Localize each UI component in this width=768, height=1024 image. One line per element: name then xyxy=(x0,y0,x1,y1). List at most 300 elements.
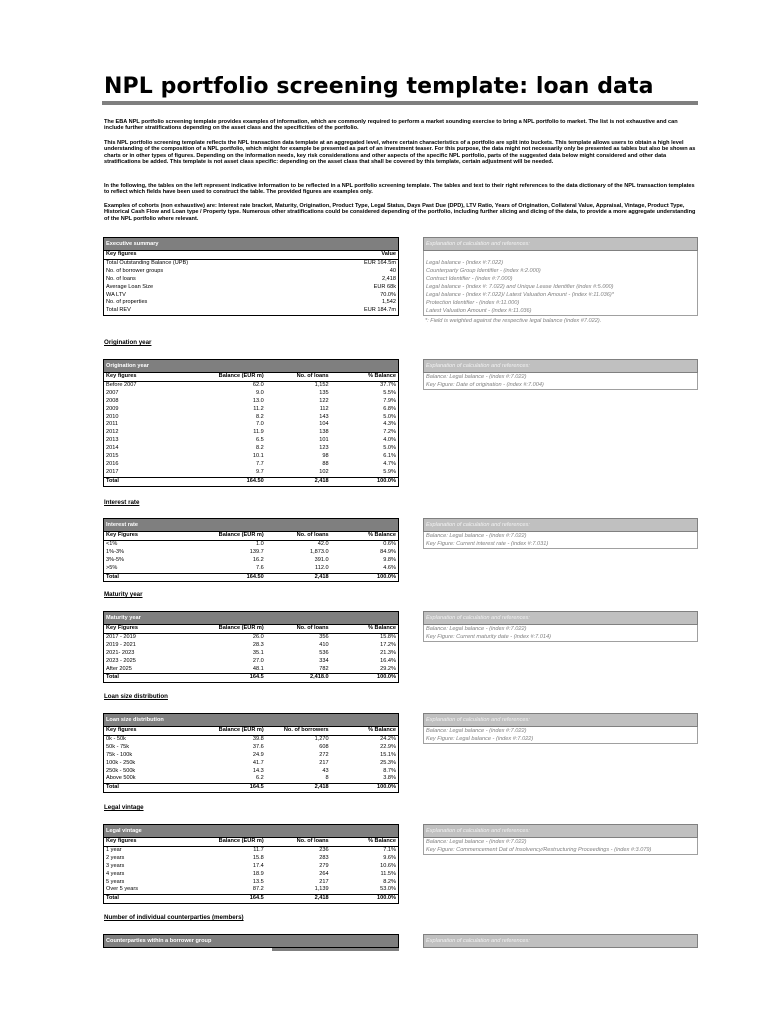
table-cell: No. of loans xyxy=(266,625,331,634)
table-cell: No. of loans xyxy=(266,838,331,847)
executive-summary-table xyxy=(103,237,399,316)
explanation-line: Balance: Legal balance - (index #:7.022) xyxy=(426,374,527,380)
table-row xyxy=(104,406,399,414)
intro-paragraph-4: Examples of cohorts (non exhaustive) are: Interest rate bracket, Maturity, Origination, Product Type, Legal Status, Days Past Due (DPD), LTV Ratio, Years of Origination, Collateral Value, Appraisal, Vintage, Product Type, Historical Cash Flow and Loan type / Property type. Numerous other stratifications could be considered depending of the portfolio, including further slicing and dicing of the data, to provide a more aggregate understanding of the NPL portfolio where relevant. xyxy=(104,203,696,222)
explanation-line: Balance: Legal balance - (index #:7.022) xyxy=(426,533,527,539)
table-cell: 15.8% xyxy=(380,633,396,640)
total-row xyxy=(104,784,399,793)
intro-paragraph-3: In the following, the tables on the left represent indicative information to be reflected in a NPL portfolio screening template. The tables and text to their right references to the data dictionary of the NPL transaction templates to reflect which fields have been used to construct the table. The provided figures are examples only. xyxy=(104,183,695,196)
table-cell: 24.9 xyxy=(252,751,264,758)
table-cell: 8.2% xyxy=(383,878,396,885)
table-row xyxy=(104,871,399,879)
table-cell: 138 xyxy=(319,429,329,436)
explanation-line: Legal balance - (index #: 7.022) and Unique Lease Identifier (index #:5.000) xyxy=(426,284,614,290)
legal-vintage-table xyxy=(103,824,399,904)
table-cell: 70.0% xyxy=(380,291,396,298)
table-cell: % Balance xyxy=(331,625,399,634)
table-row xyxy=(104,714,399,727)
intro-paragraph-2: This NPL portfolio screening template reflects the NPL transaction data template at an aggregated level, where certain characteristics of a portfolio are split into buckets. This template allows users to obtain a high level understanding of the composition of a NPL portfolio, which might for example be presented as part of an investment teaser. For this purpose, the data might not necessarily only be presented as tables but also be shown as charts or in other types of figures. Depending on the information needs, key risk considerations and other aspects of the specific NPL portfolio, parts of the suggested data below might considered and other data stratifications be added. This template is not asset class specific: depending on the asset class that shall be covered by this template, certain adjustment will be needed. xyxy=(104,140,696,166)
table-cell: Balance (EUR m) xyxy=(192,532,266,541)
table-cell: 334 xyxy=(319,657,329,664)
explanation-line: Key Figure: Current interest rate - (index #:7.031) xyxy=(426,541,549,547)
table-cell: <1% xyxy=(106,540,118,547)
table-cell: 2016 xyxy=(106,460,119,467)
table-cell: Over 5 years xyxy=(106,886,139,893)
interest-rate-table xyxy=(103,518,399,582)
table-cell: 5.5% xyxy=(383,389,396,396)
table-cell: 25.3% xyxy=(380,759,396,766)
table-cell: No. of borrower groups xyxy=(106,267,164,274)
table-cell: 1,873.0 xyxy=(309,548,329,555)
table-cell: Before 2007 xyxy=(106,381,137,388)
section-link-interest-rate[interactable]: Interest rate xyxy=(104,499,140,506)
table-cell: 2 years xyxy=(106,854,125,861)
table-row xyxy=(104,469,399,477)
total-row xyxy=(104,573,399,582)
table-cell: 8.7% xyxy=(383,767,396,774)
table-cell: 164.5 xyxy=(192,895,266,904)
table-row xyxy=(104,421,399,429)
table-cell: 5.0% xyxy=(383,413,396,420)
table-cell: 272 xyxy=(319,751,329,758)
table-cell: 26.0 xyxy=(252,633,264,640)
table-cell: Total xyxy=(104,477,193,486)
footnote: *: Field is weighted against the respective legal balance (index #7.022). xyxy=(425,318,602,324)
table-cell: 15.8 xyxy=(252,854,264,861)
table-cell: 0.6% xyxy=(383,540,396,547)
table-cell: 9.6% xyxy=(383,854,396,861)
explanation-line: Key Figure: Date of origination - (index #:7.004) xyxy=(426,382,544,388)
explanation-line: Legal balance - (index #:7.022)/ Latest Valuation Amount - (index #:11.036)* xyxy=(426,292,614,298)
table-cell: EUR 164.5m xyxy=(363,259,396,266)
explanation-line xyxy=(424,251,697,259)
table-cell: EUR 184.7m xyxy=(363,307,396,314)
table-cell: 2009 xyxy=(106,405,119,412)
table-cell: Key Figures xyxy=(104,625,193,634)
table-cell: 22.9% xyxy=(380,743,396,750)
column-header: Value xyxy=(275,251,399,260)
table-cell: Total Outstanding Balance (UPB) xyxy=(106,259,189,266)
table-cell: 2010 xyxy=(106,413,119,420)
table-row xyxy=(104,886,399,894)
table-cell: 122 xyxy=(319,397,329,404)
table-cell: Balance (EUR m) xyxy=(192,727,266,736)
table-cell: 15.1% xyxy=(380,751,396,758)
explanation-header: Explanation of calculation and references: xyxy=(423,359,698,373)
table-cell: 17.4 xyxy=(252,862,264,869)
explanation-header: Explanation of calculation and references: xyxy=(423,518,698,532)
explanation-body xyxy=(423,251,698,316)
table-cell: 62.0 xyxy=(252,381,264,388)
table-cell: 4.6% xyxy=(383,564,396,571)
table-cell: 29.2% xyxy=(380,665,396,672)
table-row xyxy=(104,666,399,674)
table-cell: No. of borrowers xyxy=(266,727,331,736)
table-cell: 8.2 xyxy=(255,445,264,452)
table-cell: 1,542 xyxy=(382,299,396,306)
table-cell: 100.0% xyxy=(331,895,399,904)
table-cell: 101 xyxy=(319,437,329,444)
table-cell: 164.5 xyxy=(192,784,266,793)
table-row xyxy=(104,879,399,887)
table-row xyxy=(104,276,399,284)
table-cell: 1,270 xyxy=(314,735,329,742)
table-cell: 13.0 xyxy=(252,397,264,404)
table-cell: 2023 - 2025 xyxy=(106,657,136,664)
table-header: Loan size distribution xyxy=(104,714,399,727)
title-divider xyxy=(102,101,698,105)
table-cell: EUR 68k xyxy=(373,283,396,290)
table-row xyxy=(104,768,399,776)
table-cell: 48.1 xyxy=(252,665,264,672)
table-cell: Key figures xyxy=(104,727,193,736)
table-cell: 283 xyxy=(319,854,329,861)
table-cell: 4.3% xyxy=(383,421,396,428)
table-cell: 3 years xyxy=(106,862,125,869)
section-link-loan-size[interactable]: Loan size distribution xyxy=(104,693,168,700)
table-row xyxy=(104,825,399,838)
table-row xyxy=(104,532,399,541)
table-cell: >5% xyxy=(106,564,118,571)
table-cell: Key Figures xyxy=(104,532,193,541)
table-row xyxy=(104,744,399,752)
total-row xyxy=(104,477,399,486)
counterparties-explanation-box xyxy=(423,934,698,948)
table-row xyxy=(104,268,399,276)
table-cell: % Balance xyxy=(331,532,399,541)
table-cell: 17.2% xyxy=(380,641,396,648)
table-cell: 2007 xyxy=(106,389,119,396)
table-cell: Above 500k xyxy=(106,775,136,782)
table-row xyxy=(104,735,399,743)
table-cell: 18.9 xyxy=(252,870,264,877)
table-cell: 2019 - 2021 xyxy=(106,641,136,648)
table-cell: Balance (EUR m) xyxy=(192,838,266,847)
table-cell: 2,418 xyxy=(266,477,331,486)
table-row xyxy=(104,437,399,445)
page-title: NPL portfolio screening template: loan data xyxy=(104,74,654,99)
table-cell: No. of loans xyxy=(266,373,331,382)
table-cell: 9.0 xyxy=(255,389,264,396)
explanation-body xyxy=(423,532,698,549)
table-cell: 10.1 xyxy=(252,453,264,460)
table-cell: 217 xyxy=(319,759,329,766)
table-cell: 2011 xyxy=(106,421,119,428)
table-row xyxy=(104,461,399,469)
table-cell: 782 xyxy=(319,665,329,672)
table-cell: Total xyxy=(104,674,193,683)
table-cell: % Balance xyxy=(331,727,399,736)
table-cell: 42.0 xyxy=(317,540,329,547)
table-cell: 5 years xyxy=(106,878,125,885)
origination-table xyxy=(103,359,399,487)
table-row xyxy=(104,650,399,658)
table-cell: 2,418 xyxy=(266,895,331,904)
table-row xyxy=(104,863,399,871)
table-cell: 16.4% xyxy=(380,657,396,664)
table-cell: No. of properties xyxy=(106,299,148,306)
table-cell: 14.3 xyxy=(252,767,264,774)
table-cell: 100.0% xyxy=(331,784,399,793)
explanation-line: Latest Valuation Amount - (index #:11.036) xyxy=(426,308,532,314)
section-link-counterparties[interactable]: Number of individual counterparties (members) xyxy=(104,914,244,921)
explanation-line: Protection Identifier - (index #:11.000) xyxy=(426,300,520,306)
table-cell: 11.9 xyxy=(253,429,264,436)
table-row xyxy=(104,549,399,557)
table-cell: 0k - 50k xyxy=(106,735,126,742)
table-cell: 143 xyxy=(319,413,329,420)
maturity-explanation-box xyxy=(423,611,698,642)
total-row xyxy=(104,674,399,683)
table-header: Origination year xyxy=(104,360,399,373)
table-header: Interest rate xyxy=(104,519,399,532)
table-cell: Total xyxy=(104,895,193,904)
origination-explanation-box xyxy=(423,359,698,390)
explanation-line: Key Figure: Commencement Dat of Insolvency/Restructuring Proceedings - (index #:3.079) xyxy=(426,847,652,853)
table-row xyxy=(104,299,399,307)
section-link-origination[interactable]: Origination year xyxy=(104,339,152,346)
table-header: Executive summary xyxy=(104,238,399,251)
table-cell: 102 xyxy=(319,468,329,475)
explanation-body xyxy=(423,838,698,855)
table-row xyxy=(104,727,399,736)
maturity-table xyxy=(103,611,399,683)
table-cell: 2012 xyxy=(106,429,119,436)
table-row xyxy=(104,775,399,783)
explanation-header: Explanation of calculation and references: xyxy=(423,237,698,251)
table-cell: 24.2% xyxy=(380,735,396,742)
table-cell: % Balance xyxy=(331,373,399,382)
explanation-line: Legal balance - (index #:7.022) xyxy=(426,260,504,266)
table-cell: 10.6% xyxy=(380,862,396,869)
explanation-line: Key Figure: Current maturity date - (index #:7.014) xyxy=(426,634,551,640)
table-cell: 250k - 500k xyxy=(106,767,136,774)
table-cell: 100k - 250k xyxy=(106,759,136,766)
table-row xyxy=(104,625,399,634)
table-cell: 164.50 xyxy=(192,477,266,486)
table-row xyxy=(104,519,399,532)
table-cell: Average Loan Size xyxy=(106,283,154,290)
table-cell: 28.3 xyxy=(252,641,264,648)
table-cell: 5.9% xyxy=(383,468,396,475)
table-cell: 40 xyxy=(389,267,396,274)
table-cell: 1 year xyxy=(106,846,122,853)
table-cell: 112 xyxy=(319,405,329,412)
table-cell: 112.0 xyxy=(315,564,329,571)
table-cell: After 2025 xyxy=(106,665,132,672)
section-link-legal-vintage[interactable]: Legal vintage xyxy=(104,804,144,811)
explanation-line: Balance: Legal balance - (index #:7.022) xyxy=(426,839,527,845)
table-cell: 2,418 xyxy=(382,275,396,282)
table-header: Legal vintage xyxy=(104,825,399,838)
table-cell: 16.2 xyxy=(252,556,264,563)
table-cell: 6.2 xyxy=(255,775,264,782)
table-row xyxy=(104,838,399,847)
table-cell: 75k - 100k xyxy=(106,751,133,758)
table-cell: 279 xyxy=(319,862,329,869)
table-cell: 4 years xyxy=(106,870,125,877)
table-cell: 2014 xyxy=(106,445,119,452)
table-row xyxy=(104,612,399,625)
table-cell: 2013 xyxy=(106,437,119,444)
table-cell: 1,139 xyxy=(314,886,329,893)
table-cell: 3.8% xyxy=(383,775,396,782)
table-row xyxy=(104,752,399,760)
intro-paragraph-1: The EBA NPL portfolio screening template provides examples of information, which are commonly required to perform a market sounding exercise to bring a NPL portfolio to market. The list is not exhaustive and can include further stratifications depending on the asset class and the specificities of the portfolio. xyxy=(104,119,678,132)
table-cell: No. of loans xyxy=(106,275,136,282)
legal-vintage-explanation-box xyxy=(423,824,698,855)
explanation-header: Explanation of calculation and references: xyxy=(423,824,698,838)
table-cell: 2,418 xyxy=(266,573,331,582)
table-cell: 217 xyxy=(319,878,329,885)
total-row xyxy=(104,895,399,904)
table-cell: 37.7% xyxy=(380,381,396,388)
table-row xyxy=(104,565,399,573)
table-row xyxy=(104,540,399,548)
table-row xyxy=(104,429,399,437)
table-cell: 164.5 xyxy=(192,674,266,683)
table-cell: 11.2 xyxy=(253,405,264,412)
explanation-line: Balance: Legal balance - (index #:7.022) xyxy=(426,626,527,632)
explanation-header: Explanation of calculation and references: xyxy=(423,611,698,625)
table-row xyxy=(104,398,399,406)
table-cell: 9.8% xyxy=(383,556,396,563)
table-row xyxy=(104,373,399,382)
table-cell: 53.0% xyxy=(380,886,396,893)
executive-explanation-box xyxy=(423,237,698,316)
table-cell: 2,418 xyxy=(266,784,331,793)
table-cell: 4.0% xyxy=(383,437,396,444)
table-cell: 50k - 75k xyxy=(106,743,130,750)
table-cell: 11.7 xyxy=(253,846,264,853)
table-cell: 4.7% xyxy=(383,460,396,467)
table-row xyxy=(104,557,399,565)
table-row xyxy=(104,658,399,666)
table-cell: 88 xyxy=(322,460,329,467)
table-cell: 8.2 xyxy=(255,413,264,420)
table-row xyxy=(104,453,399,461)
table-cell: 87.2 xyxy=(252,886,264,893)
table-row xyxy=(104,760,399,768)
table-cell: 39.8 xyxy=(252,735,264,742)
table-cell: 100.0% xyxy=(331,573,399,582)
table-row xyxy=(104,284,399,292)
explanation-line: Contract Identifier - (index #:7.000) xyxy=(426,276,513,282)
table-row xyxy=(104,381,399,389)
explanation-body xyxy=(423,625,698,642)
table-cell: 35.1 xyxy=(252,649,264,656)
table-cell: 608 xyxy=(319,743,329,750)
table-cell: 2008 xyxy=(106,397,119,404)
table-cell: 2,418.0 xyxy=(266,674,331,683)
table-cell: 139.7 xyxy=(249,548,264,555)
table-cell: Balance (EUR m) xyxy=(192,373,266,382)
table-cell: 84.9% xyxy=(380,548,396,555)
table-cell: 43 xyxy=(322,767,329,774)
table-row xyxy=(104,307,399,315)
table-cell: 1%-3% xyxy=(106,548,125,555)
table-cell: 11.5% xyxy=(380,870,396,877)
table-cell: 2017 - 2019 xyxy=(106,633,136,640)
table-cell: Balance (EUR m) xyxy=(192,625,266,634)
table-cell: 104 xyxy=(319,421,329,428)
table-cell: 356 xyxy=(319,633,329,640)
table-cell: Total xyxy=(104,784,193,793)
table-row xyxy=(104,390,399,398)
table-cell: 7.0 xyxy=(255,421,264,428)
table-cell: 2015 xyxy=(106,453,119,460)
loan-size-explanation-box xyxy=(423,713,698,744)
table-row xyxy=(104,259,399,267)
table-cell: 6.1% xyxy=(383,453,396,460)
table-cell: 3%-5% xyxy=(106,556,125,563)
table-cell: % Balance xyxy=(331,838,399,847)
table-cell: 100.0% xyxy=(331,674,399,683)
table-cell: Total xyxy=(104,573,193,582)
loan-size-table xyxy=(103,713,399,793)
table-cell: 6.8% xyxy=(383,405,396,412)
table-cell: 6.5 xyxy=(255,437,264,444)
table-cell: 5.0% xyxy=(383,445,396,452)
table-cell: 264 xyxy=(319,870,329,877)
explanation-body xyxy=(423,373,698,390)
table-cell: 13.5 xyxy=(252,878,264,885)
table-cell: 135 xyxy=(319,389,329,396)
explanation-line: Key Figure: Legal balance - (index #:7.022) xyxy=(426,736,534,742)
table-cell: WA LTV xyxy=(106,291,126,298)
table-cell: 8 xyxy=(325,775,329,782)
table-cell: 21.3% xyxy=(380,649,396,656)
explanation-header: Explanation of calculation and references: xyxy=(423,934,698,948)
counterparties-table-header: Counterparties within a borrower group xyxy=(103,934,399,948)
explanation-body xyxy=(423,727,698,744)
table-cell: 37.6 xyxy=(252,743,264,750)
table-cell: 391.0 xyxy=(314,556,329,563)
table-row xyxy=(104,360,399,373)
table-cell: 100.0% xyxy=(331,477,399,486)
table-cell: 41.7 xyxy=(252,759,264,766)
table-cell: 536 xyxy=(319,649,329,656)
table-row xyxy=(104,251,399,260)
table-cell: 1.0 xyxy=(255,540,264,547)
table-cell: 7.2% xyxy=(383,429,396,436)
section-link-maturity-year[interactable]: Maturity year xyxy=(104,591,143,598)
table-row xyxy=(104,292,399,300)
interest-explanation-box xyxy=(423,518,698,549)
explanation-header: Explanation of calculation and references: xyxy=(423,713,698,727)
table-cell: 7.6 xyxy=(255,564,264,571)
table-cell: 9.7 xyxy=(255,468,264,475)
table-row xyxy=(104,445,399,453)
table-cell: 2017 xyxy=(106,468,119,475)
table-row xyxy=(104,414,399,422)
table-cell: 1,152 xyxy=(314,381,329,388)
explanation-line: Counterparty Group Identifier - (index #:2.000) xyxy=(426,268,541,274)
table-header: Maturity year xyxy=(104,612,399,625)
table-cell: Key figures xyxy=(104,373,193,382)
table-cell: No. of loans xyxy=(266,532,331,541)
table-cell: 410 xyxy=(319,641,329,648)
table-row xyxy=(104,846,399,854)
table-cell: 236 xyxy=(319,846,329,853)
table-cell: 164.50 xyxy=(192,573,266,582)
table-cell: 7.7 xyxy=(255,460,264,467)
table-row xyxy=(104,855,399,863)
table-cell: Key figures xyxy=(104,838,193,847)
table-cell: 2021- 2023 xyxy=(106,649,135,656)
table-cell: 7.9% xyxy=(383,397,396,404)
table-row xyxy=(104,633,399,641)
